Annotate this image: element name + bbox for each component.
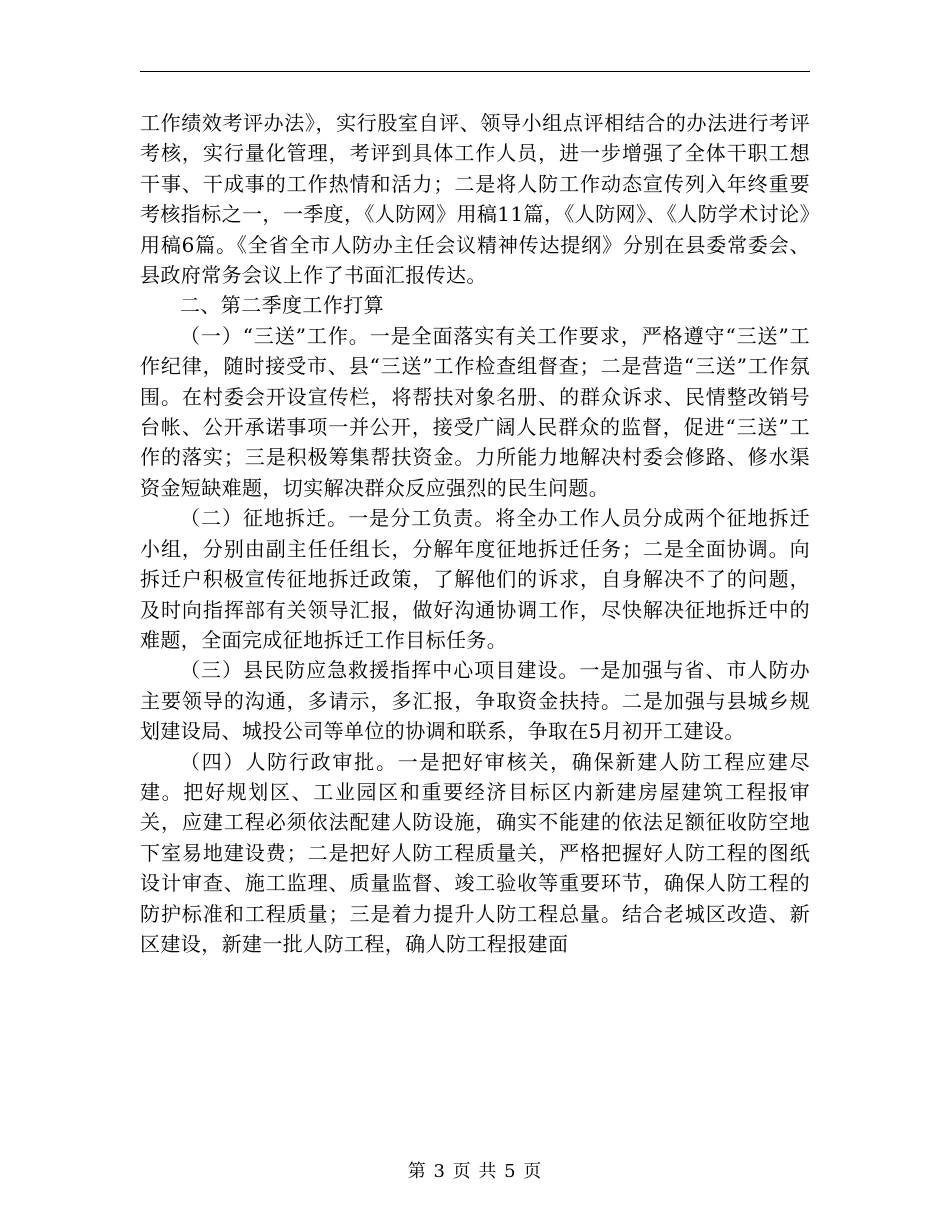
page-footer (0, 1157, 950, 1183)
footer-current-page: 3 (433, 1161, 446, 1182)
footer-middle: 页 共 (452, 1161, 498, 1182)
header-rule (140, 71, 810, 72)
paragraph-admin-approval: （四）人防行政审批。一是把好审核关，确保新建人防工程应建尽建。把好规划区、工业园区和重要经济目标区内新建房屋建筑工程报审关，应建工程必须依法配建人防设施，确实不能建的依法足额征收防空地下室易地建设费；二是把好人防工程质量关，严格把握好人防工程的图纸设计审查、施工监理、质量监督、竣工验收等重要环节，确保人防工程的防护标准和工程质量；三是着力提升人防工程总量。结合老城区改造、新区建设，新建一批人防工程，确人防工程报建面 (140, 749, 810, 956)
footer-prefix: 第 (407, 1161, 427, 1182)
paragraph-emergency-center: （三）县民防应急救援指挥中心项目建设。一是加强与省、市人防办主要领导的沟通，多请示，多汇报，争取资金扶持。二是加强与县城乡规划建设局、城投公司等单位的协调和联系，争取在5月初开工建设。 (140, 658, 810, 744)
paragraph-1: 工作绩效考评办法》，实行股室自评、领导小组点评相结合的办法进行考评考核，实行量化管理，考评到具体工作人员，进一步增强了全体干职工想干事、干成事的工作热情和活力；二是将人防工作动态宣传列入年终重要考核指标之一，一季度，《人防网》用稿11篇，《人防网》、《人防学术讨论》用稿6篇。《全省全市人防办主任会议精神传达提纲》分别在县委常委会、县政府常务会议上作了书面汇报传达。 (140, 111, 810, 288)
paragraph-land-acquisition: （二）征地拆迁。一是分工负责。将全办工作人员分成两个征地拆迁小组，分别由副主任任组长，分解年度征地拆迁任务；二是全面协调。向拆迁户积极宣传征地拆迁政策，了解他们的诉求，自身解决不了的问题，及时向指挥部有关领导汇报，做好沟通协调工作，尽快解决征地拆迁中的难题，全面完成征地拆迁工作目标任务。 (140, 506, 810, 652)
footer-suffix: 页 (523, 1161, 543, 1182)
section-heading: 二、第二季度工作打算 (180, 293, 384, 318)
document-body (140, 108, 810, 959)
paragraph-sansong: （一）“三送”工作。一是全面落实有关工作要求，严格遵守“三送”工作纪律，随时接受市、县“三送”工作检查组督查；二是营造“三送”工作氛围。在村委会开设宣传栏，将帮扶对象名册、的群众诉求、民情整改销号台帐、公开承诺事项一并公开，接受广阔人民群众的监督，促进“三送”工作的落实；三是积极筹集帮扶资金。力所能力地解决村委会修路、修水渠资金短缺难题，切实解决群众反应强烈的民生问题。 (140, 323, 810, 500)
footer-total-pages: 5 (504, 1161, 517, 1182)
